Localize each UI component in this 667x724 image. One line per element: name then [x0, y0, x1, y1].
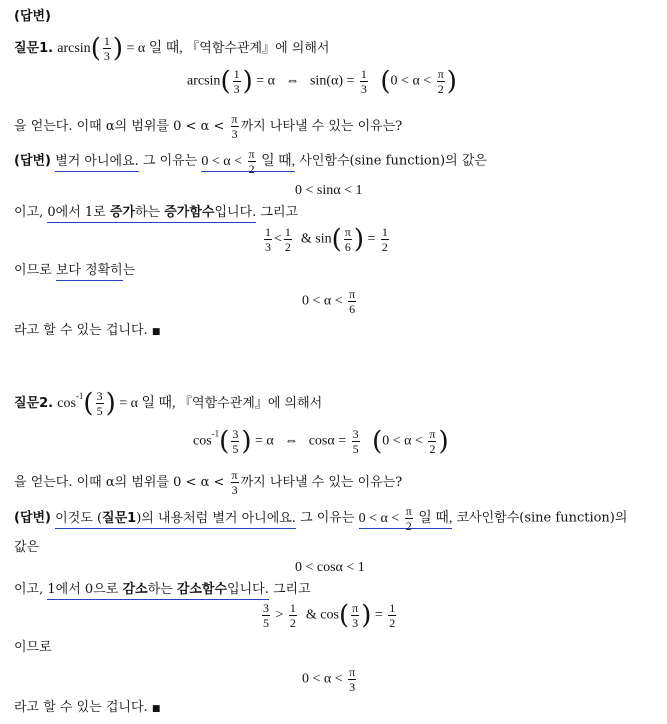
answer-heading: (답변) — [14, 9, 51, 24]
q1-therefore-line: 이므로 보다 정확히는 — [14, 264, 135, 277]
q1-answer-line: (답변) 별거 아니에요. 그 이유는 0 < α < $\frac{\pi}{2}$ 일 때, 사인함수(sine function)의 값은 — [14, 147, 487, 176]
q1-equation: arcsin( $\frac{1}{3}$ ) = α ⇔ sin(α) = $\frac{1}{3}$ (0 < α < $\frac{\pi}{2}$ ) — [187, 66, 457, 97]
q1-intro-quote: 역함수관계 — [199, 41, 263, 56]
q2-closing: 라고 할 수 있는 겁니다. ■ — [14, 700, 161, 715]
q2-range: 0 < cosα < 1 — [295, 560, 365, 575]
q1-increase-line: 이고, 0에서 1로 증가하는 증가함수입니다. 그리고 — [14, 206, 298, 219]
q1-question: 을 얻는다. 이때 α의 범위를 0 < α < $\frac{\pi}{3}$ 까지 나타낼 수 있는 이유는? — [14, 112, 403, 141]
q2-question: 을 얻는다. 이때 α의 범위를 0 < α < $\frac{\pi}{3}$ 까지 나타낼 수 있는 이유는? — [14, 468, 403, 497]
q2-underline-2: 0 < α < $\frac{\pi}{2}$ 일 때, — [358, 504, 453, 533]
q1-final-range: 0 < α < $\frac{\pi}{6}$ — [302, 287, 356, 316]
q2-decrease-line: 이고, 1에서 0으로 감소하는 감소함수입니다. 그리고 — [14, 583, 311, 596]
q2-answer-wrap: 값은 — [14, 540, 40, 555]
q1-closing: 라고 할 수 있는 겁니다. ■ — [14, 323, 161, 338]
q1-underline-3: 보다 정확히 — [56, 263, 123, 281]
q1-label: 질문1. — [14, 41, 54, 56]
q2-comparison: $\frac{3}{5}$ > $\frac{1}{2}$ & cos( $\frac{\pi}{3}$ ) = $\frac{1}{2}$ — [263, 600, 396, 631]
q2-equation: $\cos^{-1}$( $\frac{3}{5}$ ) = α ⇔ cosα = $\frac{3}{5}$ (0 < α < $\frac{\pi}{2}$ ) — [193, 426, 449, 457]
q1-intro-func: arcsin — [57, 41, 91, 56]
q1-intro-fraction: $\frac{1}{3}$ — [103, 34, 110, 63]
q1-underline-2: 0 < α < $\frac{\pi}{2}$ 일 때, — [201, 147, 296, 176]
equivalence-arrow: ⇔ — [284, 433, 299, 449]
end-mark-icon: ■ — [151, 327, 161, 337]
q1-intro-line: 질문1. arcsin( $\frac{1}{3}$ ) = α 일 때, 『역함수관계』에 의해서 — [14, 33, 330, 64]
q2-answer-line: (답변) 이것도 (질문1)의 내용처럼 별거 아니에요. 그 이유는 0 < α < $\frac{\pi}{2}$ 일 때, 코사인함수(sine function)의 — [14, 504, 628, 533]
q1-underline-1: 별거 아니에요. — [55, 154, 139, 172]
q2-therefore-line: 이므로 — [14, 640, 52, 655]
q2-final-range: 0 < α < $\frac{\pi}{3}$ — [302, 665, 356, 694]
q2-intro-line: 질문2. $\cos^{-1}$( $\frac{3}{5}$ ) = α 일 때, 『역함수관계』에 의해서 — [14, 388, 323, 419]
q2-underline-1: 이것도 (질문1)의 내용처럼 별거 아니에요. — [55, 511, 296, 529]
end-mark-icon: ■ — [151, 704, 161, 714]
equivalence-arrow: ⇔ — [285, 73, 300, 89]
q1-range: 0 < sinα < 1 — [295, 183, 363, 198]
q1-comparison: $\frac{1}{3}$ < $\frac{1}{2}$ & sin( $\frac{\pi}{6}$ ) = $\frac{1}{2}$ — [265, 224, 388, 255]
q2-label: 질문2. — [14, 396, 54, 411]
